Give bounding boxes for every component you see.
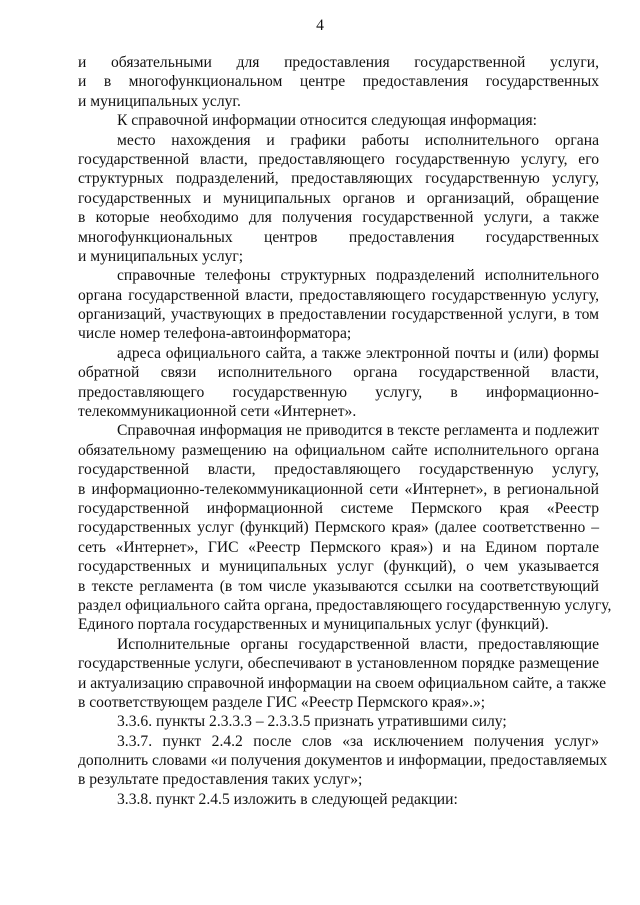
text-line: 3.3.7. пункт 2.4.2 после слов «за исключением получения услуг» — [117, 732, 599, 750]
text-line: в результате предоставления таких услуг»; — [78, 771, 363, 789]
text-line: предоставляющего государственную услугу, в информационно- — [78, 383, 599, 401]
text-line: и актуализацию справочной информации на своем официальном сайте, а также — [78, 674, 607, 692]
text-line: в соответствующем разделе ГИС «Реестр Пермского края».»; — [78, 693, 486, 711]
text-line: в тексте регламента (в том числе указываются ссылки на соответствующий — [78, 577, 599, 595]
text-line: 3.3.6. пункты 2.3.3.3 – 2.3.3.5 признать утратившими силу; — [117, 713, 507, 731]
paragraph — [78, 111, 599, 130]
text-line: государственной власти, предоставляющего государственную услугу, — [78, 461, 599, 479]
text-line: Исполнительные органы государственной власти, предоставляющие — [117, 635, 599, 653]
text-line: и в многофункциональном центре предоставления государственных — [78, 73, 599, 91]
paragraph — [78, 131, 599, 267]
paragraph — [78, 712, 599, 731]
text-line: организаций, участвующих в предоставлении государственной услуги, в том — [78, 306, 599, 324]
paragraph — [78, 790, 599, 809]
text-line: в которые необходимо для получения государственной услуги, а также — [78, 209, 599, 227]
text-line: место нахождения и графики работы исполнительного органа — [117, 131, 599, 149]
text-line: государственных и муниципальных органов и организаций, обращение — [78, 189, 599, 207]
text-line: органа государственной власти, предоставляющего государственную услугу, — [78, 286, 599, 304]
paragraph — [78, 53, 599, 111]
text-line: 3.3.8. пункт 2.4.5 изложить в следующей редакции: — [117, 790, 458, 808]
paragraph — [78, 266, 599, 344]
text-line: Единого портала государственных и муниципальных услуг (функций). — [78, 616, 549, 634]
text-line: государственные услуги, обеспечивают в установленном порядке размещение — [78, 655, 599, 673]
text-line: государственной информационной системе Пермского края «Реестр — [78, 499, 599, 517]
text-line: адреса официального сайта, а также электронной почты и (или) формы — [117, 344, 599, 362]
text-line: телекоммуникационной сети «Интернет». — [78, 403, 357, 421]
page-number: 4 — [316, 17, 324, 34]
text-line: многофункциональных центров предоставления государственных — [78, 228, 599, 246]
text-line: Справочная информация не приводится в тексте регламента и подлежит — [117, 422, 599, 440]
text-line: и муниципальных услуг; — [78, 247, 244, 265]
text-line: раздел официального сайта органа, предоставляющего государственную услугу, — [78, 596, 612, 614]
text-line: и муниципальных услуг. — [78, 92, 241, 110]
text-line: числе номер телефона-автоинформатора; — [78, 325, 352, 343]
text-line: К справочной информации относится следующая информация: — [117, 112, 537, 130]
text-line: государственной власти, предоставляющего государственную услугу, его — [78, 150, 599, 168]
text-line: справочные телефоны структурных подразделений исполнительного — [117, 267, 599, 285]
text-line: государственных услуг (функций) Пермского края» (далее соответственно – — [78, 519, 599, 537]
document-body — [78, 53, 612, 809]
text-line: обратной связи исполнительного органа государственной власти, — [78, 364, 599, 382]
text-line: сеть «Интернет», ГИС «Реестр Пермского края») и на Едином портале — [78, 538, 599, 556]
paragraph — [78, 344, 599, 422]
text-line: структурных подразделений, предоставляющих государственную услугу, — [78, 170, 599, 188]
text-line: в информационно-телекоммуникационной сети «Интернет», в региональной — [78, 480, 599, 498]
paragraph — [78, 732, 608, 790]
text-line: и обязательными для предоставления государственной услуги, — [78, 54, 599, 71]
paragraph — [78, 421, 612, 634]
text-line: дополнить словами «и получения документов и информации, предоставляемых — [78, 752, 608, 770]
text-line: обязательному размещению на официальном сайте исполнительного органа — [78, 441, 599, 459]
text-line: государственных и муниципальных услуг (функций), о чем указывается — [78, 558, 599, 576]
paragraph — [78, 635, 607, 713]
